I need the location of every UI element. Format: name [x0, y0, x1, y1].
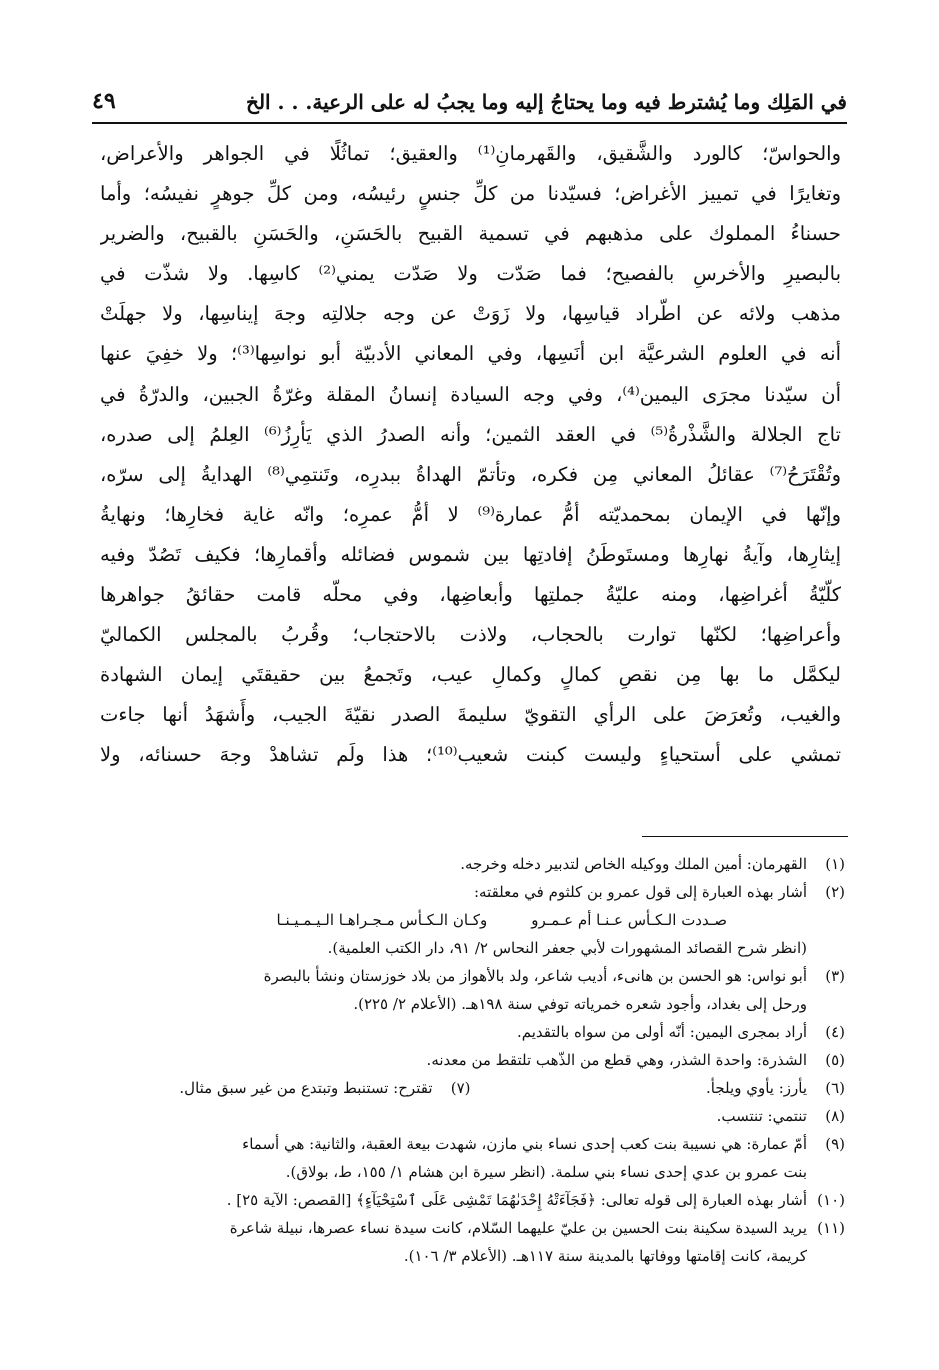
footnotes: [96, 850, 845, 1270]
footnote-line: ورحل إلى بغداد، وأجود شعره خمرياته توفي سنة ١٩٨هـ. (الأعلام ٢/ ٢٢٥).: [353, 995, 807, 1013]
footnote-text: تقترح: تستنبط وتبتدع من غير سبق مثال.: [179, 1079, 433, 1097]
main-text: [100, 134, 841, 776]
footnote-line: أشار بهذه العبارة إلى قول عمرو بن كلثوم في معلقته:: [473, 883, 807, 901]
text-line: مذهب ولائه عن اطّراد قياسِها، ولا زَوَتْ عن وجه جلالتِه وجهَ إيناسِها، ولا جهلَتْ: [100, 302, 841, 326]
text-line: وتغايرًا في تمييز الأغراض؛ فسيّدنا من كلِّ جنسٍ رئيسُه، ومن كلِّ جوهرٍ نفيسُه؛ وأما: [100, 182, 841, 206]
text-line: والحواسّ؛ كالورد والشَّقيق، والقَهرمانِ⁽¹⁾ والعقيق؛ تماثُلًا في الجواهر والأعراض،: [100, 142, 841, 165]
footnote-text: أراد بمجرى اليمين: أنّه أولى من سواه بالتقديم.: [516, 1023, 807, 1041]
footnote-text: الشذرة: واحدة الشذر، وهي قطع من الذّهب تلتقط من معدنه.: [426, 1051, 807, 1069]
footnote-1: [96, 850, 845, 878]
text-line: وتُقْتَرَحُ⁽⁷⁾ عقائلُ المعاني مِن فكره، وتأتمّ الهداةُ ببدرِه، وتَنتمِي⁽⁸⁾ الهدايةُ إلى سرّه،: [100, 462, 841, 486]
text-line: أن سيّدنا مجرَى اليمين⁽⁴⁾، وفي وجه السيادة إنسانُ المقلة وغرّةُ الجبين، والدرّةُ في: [100, 382, 841, 406]
text-line: وإنّها في الإيمان بمحمديّته أمُّ عمارة⁽⁹⁾ لا أمُّ عمرِه؛ وانّه غاية فخارِها؛ ونهايةُ: [100, 502, 841, 526]
footnote-2: [96, 878, 845, 906]
text-line: إيثارِها، وآيةُ نهارِها ومستَوطَنُ إفادتِها بين شموس فضائله وأقمارِها؛ فكيف تَصُدّ وفيه: [100, 542, 841, 566]
footnote-number: (٦): [825, 1079, 845, 1097]
footnote-10: [96, 1186, 845, 1214]
footnote-9: [96, 1130, 845, 1186]
page-number: ٤٩: [92, 88, 116, 114]
footnote-5: [96, 1046, 845, 1074]
footnote-separator: [642, 836, 848, 837]
footnotes-6-7: [96, 1074, 845, 1102]
footnote-line: يريد السيدة سكينة بنت الحسين بن عليّ عليهما السّلام، كانت سيدة نساء عصرها، نبيلة شاعرة: [229, 1219, 807, 1237]
footnote-number: (٤): [825, 1023, 845, 1041]
footnote-text: [96, 878, 807, 906]
footnote-text: [96, 962, 807, 1018]
footnote-11: [96, 1214, 845, 1270]
footnote-number: (٩): [825, 1135, 845, 1153]
footnote-text: [96, 1214, 807, 1270]
text-line: ليكمَّل ما بها مِن نقصِ كمالٍ وكمالِ عيب، وتَجمعُ بين حقيقتَي إيمان الشهادة: [100, 663, 841, 687]
running-header-title: في المَلِك وما يُشترط فيه وما يحتاجُ إليه وما يجبُ له على الرعية. . . الخ: [246, 90, 847, 114]
footnote-text: [96, 1130, 807, 1186]
footnote-line: كريمة، كانت إقامتها ووفاتها بالمدينة سنة ١١٧هـ. (الأعلام ٣/ ١٠٦).: [403, 1247, 807, 1265]
text-line: بالبصيرِ والأخرسِ بالفصيح؛ فما صَدّت ولا صَدّت يمني⁽²⁾ كاسِها. ولا شذّت في: [100, 262, 841, 286]
text-line: والغيب، وتُعرَضَ على الرأي التقويّ سليمةَ الصدر نقيّةَ الجيب، وأَشهَدُ أنها جاءت: [100, 703, 841, 727]
text-line: أنه في العلوم الشرعيَّة ابن أنَسِها، وفي المعاني الأدبيّة أبو نواسِها⁽³⁾؛ ولا خفِيَ عنها: [100, 342, 841, 366]
footnote-text: يأرز: يأوي ويلجأ.: [706, 1079, 807, 1097]
footnote-2-source: [96, 934, 845, 962]
footnote-number: (٧): [450, 1079, 471, 1097]
footnote-text: تنتمي: تنتسب.: [716, 1107, 807, 1125]
verse-second-hemistich: وكـان الـكـأس مـجـراهـا الـيـمـيـنـا: [276, 911, 488, 929]
text-line: وأعراضِها؛ لكنّها توارت بالحجاب، ولاذت بالاحتجاب؛ وقُربُ بالمجلس الكماليّ: [100, 623, 841, 647]
footnote-8: [96, 1102, 845, 1130]
text-line: كلّيّةُ أغراضِها، ومنه عليّةُ جملتِها وأبعاضِها، وفي محلّه قامت حقائقُ جواهرها: [100, 583, 841, 607]
verse-first-hemistich: صـددت الـكـأس عـنـا أم عـمـرو: [531, 911, 727, 929]
footnote-6: [471, 1074, 846, 1102]
footnote-line: أبو نواس: هو الحسن بن هانىء، أديب شاعر، ولد بالأهواز من بلاد خوزستان ونشأ بالبصرة: [263, 967, 807, 985]
running-header: [92, 86, 847, 124]
footnote-3: [96, 962, 845, 1018]
footnote-number: (٨): [825, 1107, 845, 1125]
footnote-text: أشار بهذه العبارة إلى قوله تعالى: ﴿فَجَآءَتْهُ إِحْدَىٰهُمَا تَمْشِى عَلَى ٱسْتِحْيَآءٍ﴾ [القصص: الآية ٢٥] .: [226, 1191, 807, 1209]
footnote-4: [96, 1018, 845, 1046]
footnote-line: (انظر شرح القصائد المشهورات لأبي جعفر النحاس ٢/ ٩١، دار الكتب العلمية).: [327, 939, 807, 957]
footnote-line: أمّ عمارة: هي نسيبة بنت كعب إحدى نساء بني مازن، شهدت بيعة العقبة، والثانية: هي أسماء: [242, 1135, 807, 1153]
footnote-line: بنت عمرو بن عدي إحدى نساء بني سلمة. (انظر سيرة ابن هشام ١/ ١٥٥، ط، بولاق).: [285, 1163, 807, 1181]
text-line: حسناءُ المملوك على مذهبهم في تسمية القبيح بالحَسَنِ، والحَسَنِ بالقبيح، والضرير: [100, 222, 841, 246]
footnote-number: (٥): [825, 1051, 845, 1069]
footnote-number: (١١): [817, 1219, 845, 1237]
text-line: تمشي على أستحياءٍ وليست كبنت شعيب⁽¹⁰⁾؛ هذا ولَم تشاهدْ وجهَ حسنائه، ولا: [100, 743, 841, 767]
footnote-number: (١٠): [817, 1191, 845, 1209]
footnote-text: القهرمان: أمين الملك ووكيله الخاص لتدبير دخله وخرجه.: [460, 855, 807, 873]
footnote-7: [96, 1074, 471, 1102]
footnote-number: (١): [825, 855, 845, 873]
poem-verse: [96, 906, 845, 934]
text-line: تاج الجلالة والشَّذْرةُ⁽⁵⁾ في العقد الثمين؛ وأنه الصدرُ الذي يَأرِزُ⁽⁶⁾ العِلمُ إلى صدره،: [100, 422, 841, 446]
footnote-number: (٣): [825, 967, 845, 985]
footnote-number: (٢): [825, 883, 845, 901]
